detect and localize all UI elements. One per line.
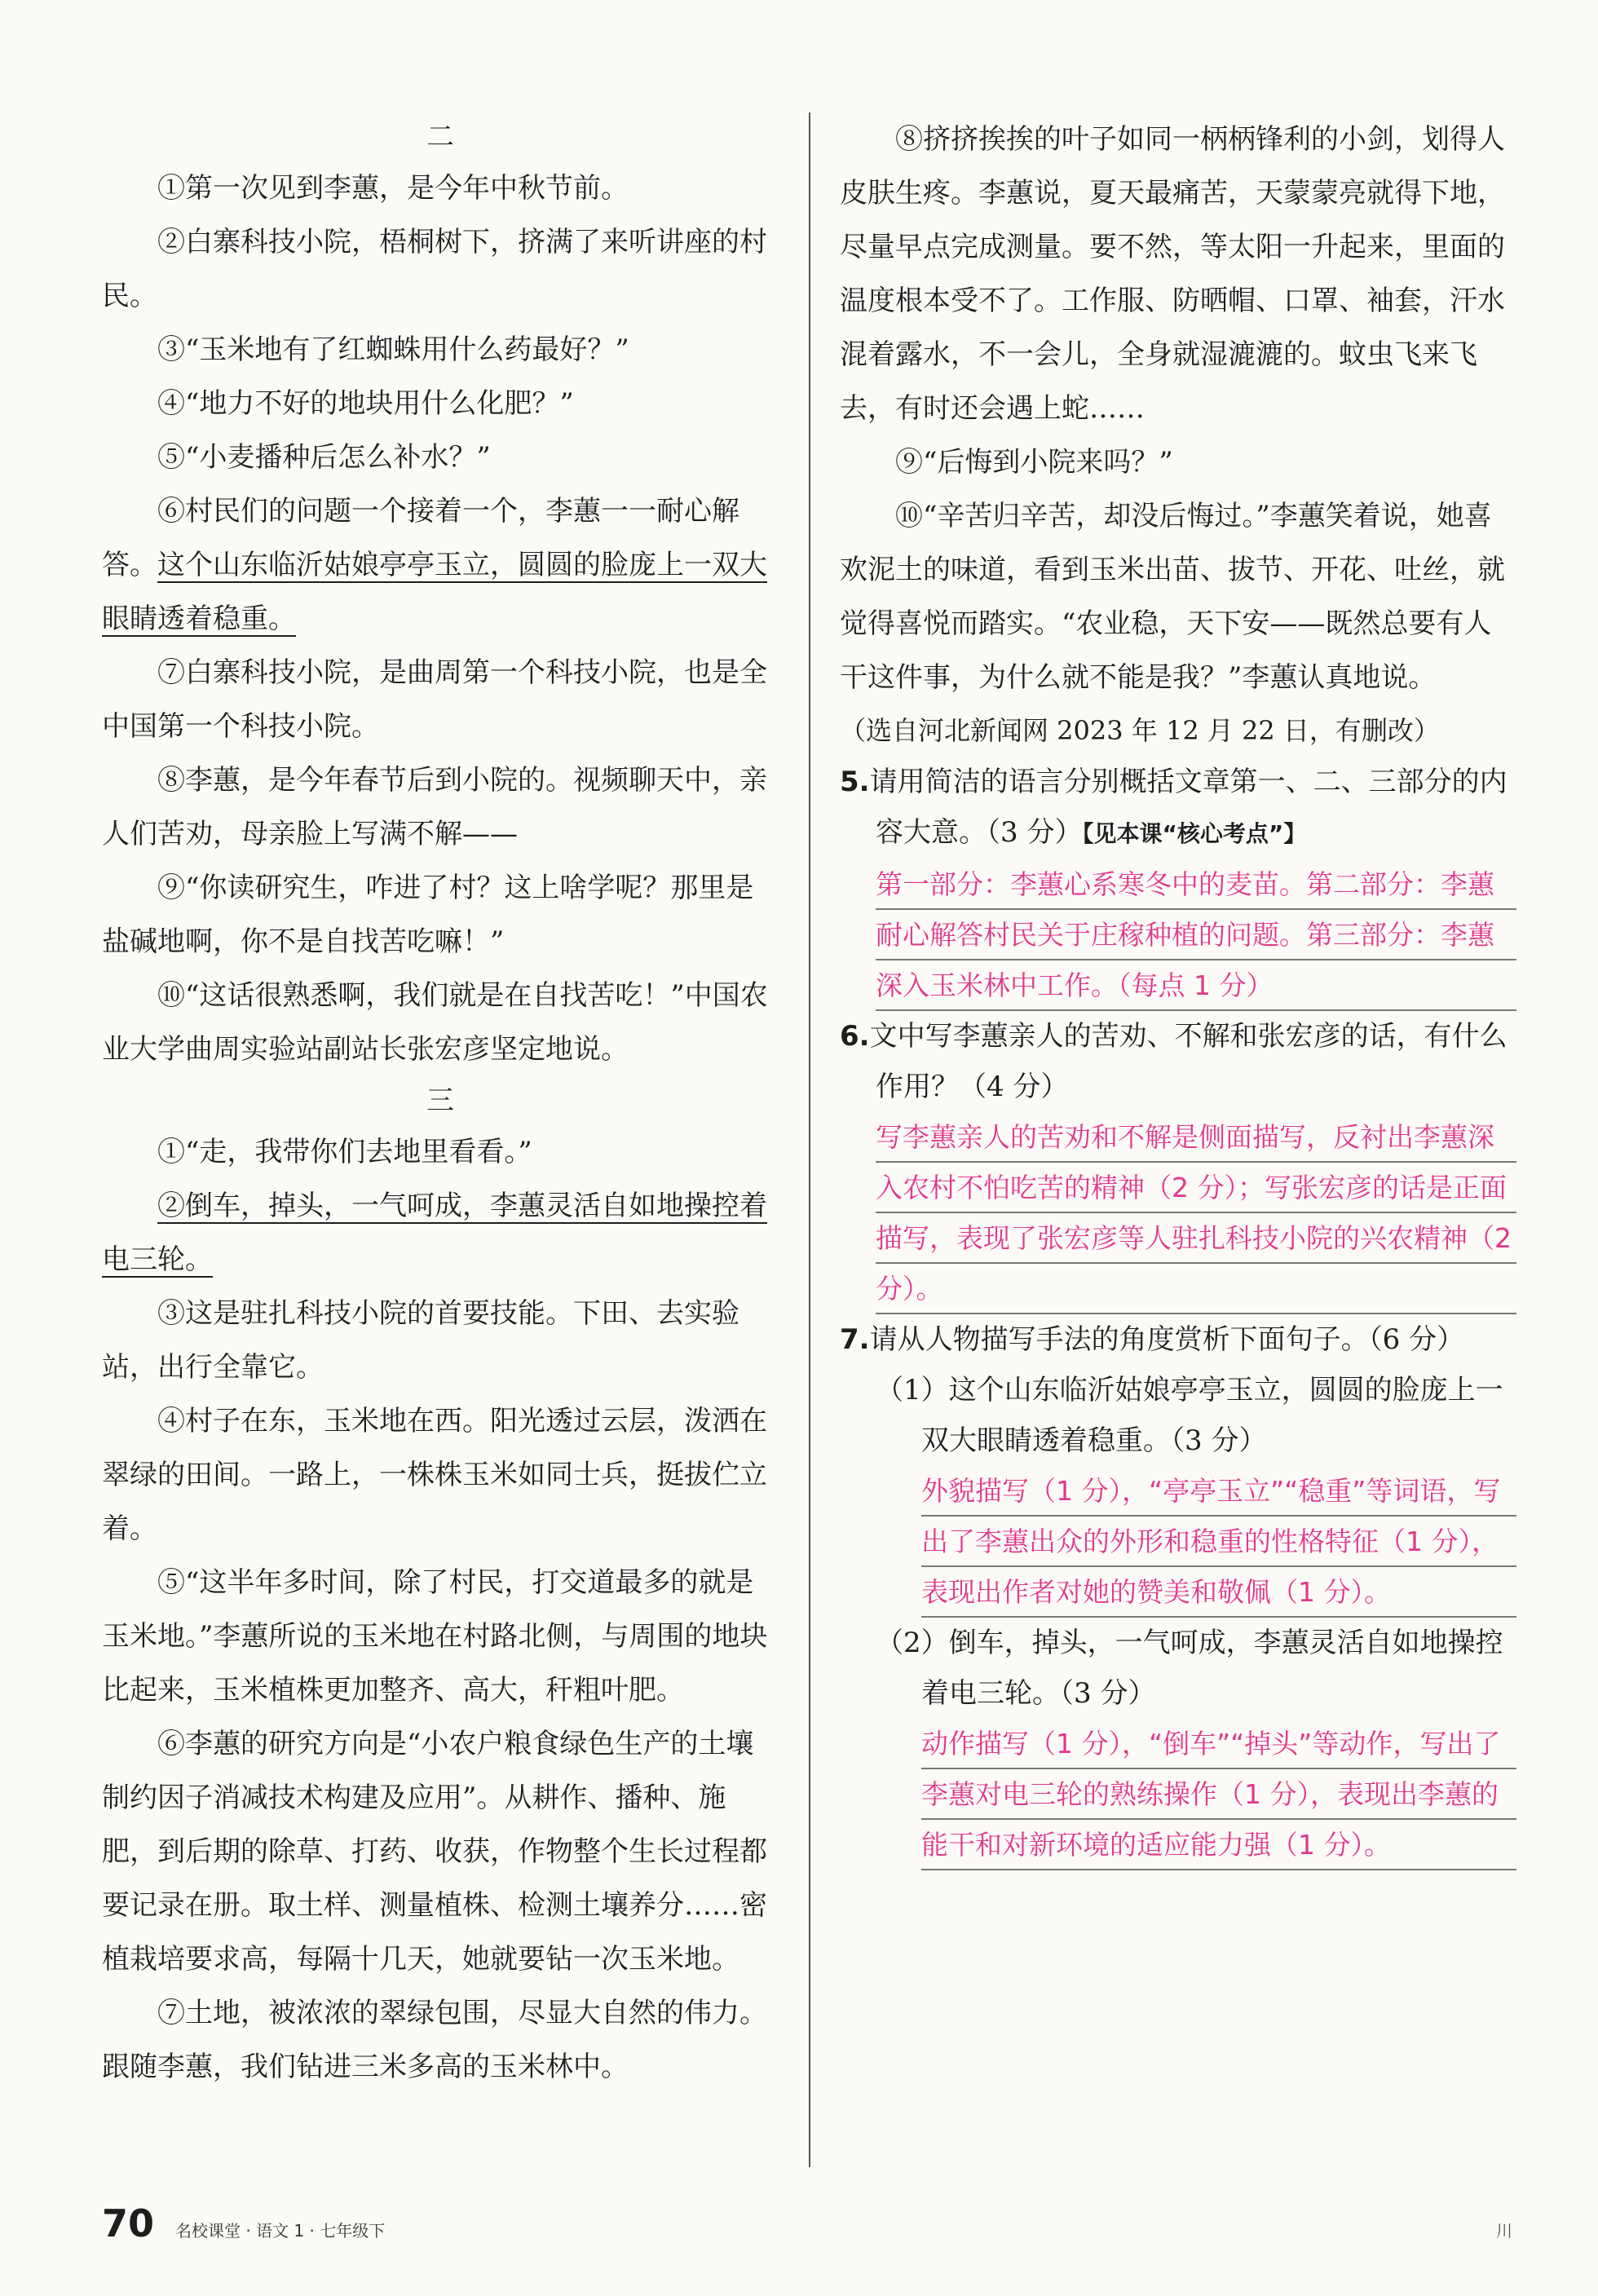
paragraph [102,161,779,215]
paragraph: ⑨“后悔到小院来吗？” [895,446,1173,479]
underlined-sentence: ②倒车，掉头，一气呵成，李蕙灵活自如地操控着电三轮。 [102,1190,767,1276]
question-5 [840,757,1516,859]
paragraph-text: ⑦白寨科技小院，是曲周第一个科技小院，也是全中国第一个科技小院。 [102,656,767,743]
sub-question-1: （1）这个山东临沂姑娘亭亭玉立，圆圆的脸庞上一双大眼睛透着稳重。（3 分） [876,1374,1503,1457]
sub-question-2: （2）倒车，掉头，一气呵成，李蕙灵活自如地操控着电三轮。（3 分） [876,1627,1503,1710]
page-number: 70 [102,2201,155,2245]
answer-6: 写李蕙亲人的苦劝和不解是侧面描写，反衬出李蕙深入农村不怕吃苦的精神（2 分）；写张宏彦的话是正面描写，表现了张宏彦等人驻扎科技小院的兴农精神（2 分）。 [876,1112,1516,1314]
section-2-body [102,161,779,1076]
paragraph [102,753,779,861]
paragraph [102,377,779,430]
paragraph [102,1287,779,1394]
page-footer [102,2201,1512,2250]
paragraph-text: ⑦土地，被浓浓的翠绿包围，尽显大自然的伟力。跟随李蕙，我们钻进三米多高的玉米林中。 [102,1997,767,2083]
paragraph-text: ⑨“你读研究生，咋进了村？这上啥学呢？那里是盐碱地啊，你不是自找苦吃嘛！” [102,872,754,958]
paragraph [102,1394,779,1556]
paragraph [102,323,779,377]
paragraph [102,1986,779,2094]
paragraph-text: ③这是驻扎科技小院的首要技能。下田、去实验站，出行全靠它。 [102,1297,739,1384]
section-heading-3: 三 [426,1084,454,1117]
paragraph-text: ⑤“小麦播种后怎么补水？” [157,441,491,474]
source-citation: （选自河北新闻网 2023 年 12 月 22 日，有删改） [840,715,1440,746]
paragraph-text: ②白寨科技小院，梧桐树下，挤满了来听讲座的村民。 [102,226,767,312]
left-column [102,113,779,2094]
paragraph-text: ⑩“这话很熟悉啊，我们就是在自找苦吃！”中国农业大学曲周实验站副站长张宏彦坚定地说。 [102,979,768,1066]
question-text: 请用简洁的语言分别概括文章第一、二、三部分的内容大意。（3 分） [869,766,1508,849]
paragraph [102,861,779,969]
paragraph-text: ①第一次见到李蕙，是今年中秋节前。 [157,172,629,205]
book-name: 名校课堂 · 语文 1 · 七年级下 [175,2221,386,2241]
paragraph-text: ④村子在东，玉米地在西。阳光透过云层，泼洒在翠绿的田间。一路上，一株株玉米如同士兵，挺拔伫立着。 [102,1405,767,1545]
right-column [840,113,1516,1870]
paragraph [102,1556,779,1717]
question-number: 5. [840,766,870,798]
paragraph [102,215,779,323]
underlined-sentence: 这个山东临沂姑娘亭亭玉立，圆圆的脸庞上一双大眼睛透着稳重。 [102,549,767,635]
paragraph-text: ①“走，我带你们去地里看看。” [157,1136,532,1168]
answer-5: 第一部分：李蕙心系寒冬中的麦苗。第二部分：李蕙耐心解答村民关于庄稼种植的问题。第三部分：李蕙深入玉米林中工作。（每点 1 分） [876,859,1516,1011]
paragraph-text: ④“地力不好的地块用什么化肥？” [157,387,574,420]
paragraph-text: ③“玉米地有了红蜘蛛用什么药最好？” [157,333,629,366]
paragraph [102,1717,779,1986]
paragraph [102,430,779,484]
paragraph [102,646,779,753]
paragraph [102,969,779,1076]
question-6 [840,1011,1516,1112]
region-mark: 川 [1496,2221,1512,2241]
answer-7-2: 动作描写（1 分），“倒车”“掉头”等动作，写出了李蕙对电三轮的熟练操作（1 分），表现出李蕙的能干和对新环境的适应能力强（1 分）。 [921,1719,1516,1870]
paragraph-text: ⑥村民们的问题一个接着一个，李蕙一一耐心解答。 [102,495,739,581]
section-heading-2: 二 [426,121,454,153]
paragraph-text: ⑧李蕙，是今年春节后到小院的。视频聊天中，亲人们苦劝，母亲脸上写满不解—— [102,764,767,850]
paragraph-text: ⑤“这半年多时间，除了村民，打交道最多的就是玉米地。”李蕙所说的玉米地在村路北侧，与周围的地块比起来，玉米植株更加整齐、高大，秆粗叶肥。 [102,1566,768,1707]
question-number: 6. [840,1020,870,1053]
section-3-body [102,1125,779,2094]
paragraph: ⑧挤挤挨挨的叶子如同一柄柄锋利的小剑，划得人皮肤生疼。李蕙说，夏天最痛苦，天蒙蒙亮就得下地，尽量早点完成测量。要不然，等太阳一升起来，里面的温度根本受不了。工作服、防晒帽、口罩、袖套，汗水混着露水，不一会儿，全身就湿漉漉的。蚊虫飞来飞去，有时还会遇上蛇…… [840,123,1505,425]
question-7 [840,1314,1516,1365]
column-divider [809,113,810,2167]
paragraph-text: ⑥李蕙的研究方向是“小农户粮食绿色生产的土壤制约因子消减技术构建及应用”。从耕作、播种、施肥，到后期的除草、打药、收获，作物整个生长过程都要记录在册。取土样、测量植株、检测土壤养分……密植栽培要求高，每隔十几天，她就要钻一次玉米地。 [102,1728,767,1976]
paragraph [102,1179,779,1287]
paragraph [102,1125,779,1179]
question-number: 7. [840,1323,870,1356]
question-text: 请从人物描写手法的角度赏析下面句子。（6 分） [869,1323,1465,1356]
answer-7-1: 外貌描写（1 分），“亭亭玉立”“稳重”等词语，写出了李蕙出众的外形和稳重的性格特征（1 分），表现出作者对她的赞美和敬佩（1 分）。 [921,1466,1516,1618]
paragraph: ⑩“辛苦归辛苦，却没后悔过。”李蕙笑着说，她喜欢泥土的味道，看到玉米出苗、拔节、开花、吐丝，就觉得喜悦而踏实。“农业稳，天下安——既然总要有人干这件事，为什么就不能是我？”李蕙认真地说。 [840,500,1505,694]
question-text: 文中写李蕙亲人的苦劝、不解和张宏彦的话，有什么作用？（4 分） [869,1020,1508,1103]
reference-tag: 【见本课“核心考点”】 [1082,820,1307,847]
paragraph [102,484,779,646]
